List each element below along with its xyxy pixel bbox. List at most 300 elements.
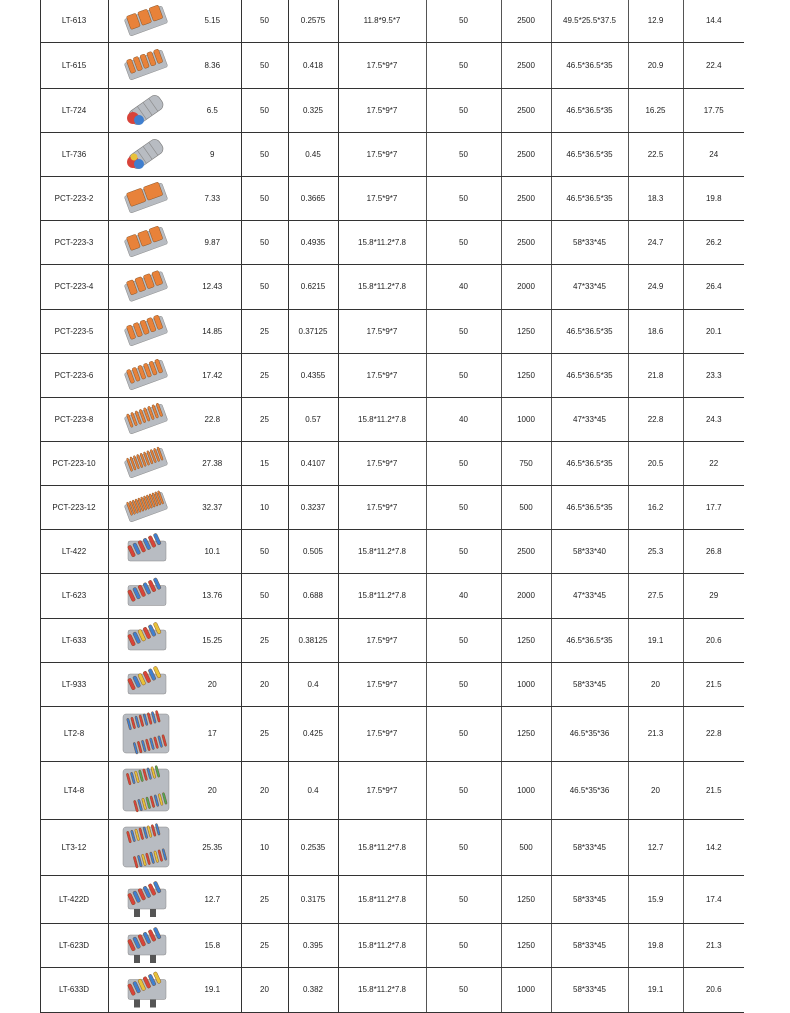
price-cell: 15.8 (184, 923, 241, 967)
dim-cell: 46.5*36.5*35 (551, 441, 628, 485)
gw-cell: 22.8 (683, 706, 744, 761)
qty-cell: 50 (241, 132, 288, 176)
carton-cell: 0.688 (288, 573, 338, 618)
nw-cell: 16.25 (628, 88, 683, 132)
size-cell: 15.8*11.2*7.8 (338, 819, 426, 875)
dim-cell: 58*33*45 (551, 875, 628, 923)
pcs-cell: 50 (426, 967, 501, 1012)
pcs-cell: 50 (426, 618, 501, 662)
total-cell: 500 (501, 819, 551, 875)
price-cell: 10.1 (184, 529, 241, 573)
product-image-cell (108, 132, 184, 176)
pcs-cell: 50 (426, 353, 501, 397)
size-cell: 15.8*11.2*7.8 (338, 967, 426, 1012)
carton-cell: 0.2535 (288, 819, 338, 875)
dim-cell: 58*33*45 (551, 967, 628, 1012)
pcs-cell: 40 (426, 573, 501, 618)
pcs-cell: 50 (426, 662, 501, 706)
gw-cell: 20.1 (683, 309, 744, 353)
product-image-cell (108, 761, 184, 819)
total-cell: 2500 (501, 42, 551, 88)
nw-cell: 12.9 (628, 0, 683, 42)
row-margin (0, 875, 40, 923)
qty-cell: 25 (241, 923, 288, 967)
dim-cell: 47*33*45 (551, 573, 628, 618)
pcs-cell: 50 (426, 485, 501, 529)
product-image-icon (120, 311, 172, 351)
table-row (0, 441, 744, 485)
size-cell: 17.5*9*7 (338, 485, 426, 529)
table-row (0, 176, 744, 220)
pcs-cell: 50 (426, 0, 501, 42)
product-image-icon (120, 969, 172, 1010)
row-margin (0, 485, 40, 529)
dim-cell: 46.5*36.5*35 (551, 618, 628, 662)
size-cell: 11.8*9.5*7 (338, 0, 426, 42)
product-image-cell (108, 573, 184, 618)
row-margin (0, 573, 40, 618)
model-cell: LT3-12 (40, 819, 108, 875)
qty-cell: 50 (241, 220, 288, 264)
row-margin (0, 220, 40, 264)
total-cell: 1250 (501, 618, 551, 662)
qty-cell: 25 (241, 309, 288, 353)
gw-cell: 22.4 (683, 42, 744, 88)
product-image-icon (120, 531, 172, 571)
pcs-cell: 50 (426, 309, 501, 353)
product-image-icon (120, 575, 172, 616)
model-cell: LT-615 (40, 42, 108, 88)
product-image-cell (108, 618, 184, 662)
table-row (0, 761, 744, 819)
size-cell: 17.5*9*7 (338, 132, 426, 176)
pcs-cell: 50 (426, 88, 501, 132)
gw-cell: 14.2 (683, 819, 744, 875)
total-cell: 2500 (501, 132, 551, 176)
pcs-cell: 40 (426, 397, 501, 441)
qty-cell: 10 (241, 819, 288, 875)
qty-cell: 20 (241, 967, 288, 1012)
carton-cell: 0.4 (288, 662, 338, 706)
model-cell: LT-613 (40, 0, 108, 42)
gw-cell: 17.4 (683, 875, 744, 923)
table-row (0, 819, 744, 875)
price-cell: 27.38 (184, 441, 241, 485)
product-image-cell (108, 529, 184, 573)
product-image-icon (120, 925, 172, 965)
model-cell: LT-623D (40, 923, 108, 967)
product-image-icon (120, 266, 172, 307)
price-cell: 32.37 (184, 485, 241, 529)
pcs-cell: 50 (426, 923, 501, 967)
table-row (0, 264, 744, 309)
gw-cell: 21.5 (683, 761, 744, 819)
table-row (0, 573, 744, 618)
qty-cell: 50 (241, 176, 288, 220)
product-image-cell (108, 706, 184, 761)
qty-cell: 15 (241, 441, 288, 485)
carton-cell: 0.382 (288, 967, 338, 1012)
gw-cell: 22 (683, 441, 744, 485)
model-cell: LT-422 (40, 529, 108, 573)
total-cell: 1000 (501, 967, 551, 1012)
price-cell: 25.35 (184, 819, 241, 875)
product-image-cell (108, 42, 184, 88)
qty-cell: 25 (241, 706, 288, 761)
dim-cell: 46.5*36.5*35 (551, 485, 628, 529)
price-cell: 17 (184, 706, 241, 761)
table-row (0, 485, 744, 529)
nw-cell: 20.9 (628, 42, 683, 88)
product-image-icon (120, 222, 172, 262)
nw-cell: 25.3 (628, 529, 683, 573)
carton-cell: 0.3237 (288, 485, 338, 529)
price-cell: 6.5 (184, 88, 241, 132)
model-cell: LT-736 (40, 132, 108, 176)
dim-cell: 46.5*36.5*35 (551, 353, 628, 397)
row-margin (0, 923, 40, 967)
product-image-icon (120, 2, 172, 40)
dim-cell: 46.5*35*36 (551, 761, 628, 819)
size-cell: 17.5*9*7 (338, 706, 426, 761)
product-image-cell (108, 875, 184, 923)
table-row (0, 662, 744, 706)
qty-cell: 25 (241, 397, 288, 441)
table-row (0, 220, 744, 264)
model-cell: PCT-223-12 (40, 485, 108, 529)
gw-cell: 23.3 (683, 353, 744, 397)
table-row (0, 309, 744, 353)
qty-cell: 25 (241, 618, 288, 662)
model-cell: LT-724 (40, 88, 108, 132)
qty-cell: 50 (241, 529, 288, 573)
carton-cell: 0.6215 (288, 264, 338, 309)
carton-cell: 0.425 (288, 706, 338, 761)
dim-cell: 46.5*35*36 (551, 706, 628, 761)
model-cell: PCT-223-4 (40, 264, 108, 309)
model-cell: PCT-223-3 (40, 220, 108, 264)
price-cell: 9 (184, 132, 241, 176)
product-image-icon (120, 178, 172, 218)
product-image-icon (120, 134, 172, 174)
row-margin (0, 662, 40, 706)
gw-cell: 24.3 (683, 397, 744, 441)
product-image-cell (108, 176, 184, 220)
qty-cell: 50 (241, 264, 288, 309)
product-image-cell (108, 397, 184, 441)
size-cell: 15.8*11.2*7.8 (338, 397, 426, 441)
dim-cell: 58*33*40 (551, 529, 628, 573)
carton-cell: 0.505 (288, 529, 338, 573)
price-cell: 15.25 (184, 618, 241, 662)
carton-cell: 0.3665 (288, 176, 338, 220)
price-cell: 12.7 (184, 875, 241, 923)
product-image-icon (120, 399, 172, 439)
row-margin (0, 132, 40, 176)
nw-cell: 20 (628, 662, 683, 706)
product-image-cell (108, 264, 184, 309)
table-row (0, 923, 744, 967)
size-cell: 15.8*11.2*7.8 (338, 923, 426, 967)
row-margin (0, 441, 40, 485)
row-margin (0, 967, 40, 1012)
nw-cell: 21.3 (628, 706, 683, 761)
total-cell: 1250 (501, 353, 551, 397)
nw-cell: 24.7 (628, 220, 683, 264)
model-cell: LT2-8 (40, 706, 108, 761)
row-margin (0, 353, 40, 397)
nw-cell: 15.9 (628, 875, 683, 923)
gw-cell: 21.3 (683, 923, 744, 967)
total-cell: 1250 (501, 875, 551, 923)
qty-cell: 20 (241, 662, 288, 706)
pcs-cell: 50 (426, 220, 501, 264)
table-row (0, 618, 744, 662)
carton-cell: 0.57 (288, 397, 338, 441)
row-margin (0, 529, 40, 573)
gw-cell: 29 (683, 573, 744, 618)
price-cell: 19.1 (184, 967, 241, 1012)
nw-cell: 16.2 (628, 485, 683, 529)
gw-cell: 17.75 (683, 88, 744, 132)
price-cell: 5.15 (184, 0, 241, 42)
price-cell: 9.87 (184, 220, 241, 264)
total-cell: 1250 (501, 923, 551, 967)
nw-cell: 24.9 (628, 264, 683, 309)
size-cell: 17.5*9*7 (338, 441, 426, 485)
size-cell: 15.8*11.2*7.8 (338, 220, 426, 264)
total-cell: 1000 (501, 761, 551, 819)
gw-cell: 20.6 (683, 618, 744, 662)
dim-cell: 47*33*45 (551, 397, 628, 441)
price-cell: 7.33 (184, 176, 241, 220)
size-cell: 17.5*9*7 (338, 176, 426, 220)
row-margin (0, 309, 40, 353)
pcs-cell: 50 (426, 706, 501, 761)
size-cell: 17.5*9*7 (338, 88, 426, 132)
gw-cell: 19.8 (683, 176, 744, 220)
gw-cell: 26.2 (683, 220, 744, 264)
product-image-icon (120, 708, 172, 759)
product-image-cell (108, 485, 184, 529)
product-image-icon (120, 443, 172, 483)
pcs-cell: 50 (426, 441, 501, 485)
carton-cell: 0.4355 (288, 353, 338, 397)
product-image-cell (108, 441, 184, 485)
gw-cell: 26.4 (683, 264, 744, 309)
model-cell: LT-933 (40, 662, 108, 706)
carton-cell: 0.325 (288, 88, 338, 132)
dim-cell: 46.5*36.5*35 (551, 42, 628, 88)
price-cell: 20 (184, 761, 241, 819)
table-row (0, 0, 744, 42)
model-cell: LT-633D (40, 967, 108, 1012)
pcs-cell: 50 (426, 132, 501, 176)
qty-cell: 25 (241, 353, 288, 397)
gw-cell: 26.8 (683, 529, 744, 573)
nw-cell: 19.8 (628, 923, 683, 967)
dim-cell: 58*33*45 (551, 220, 628, 264)
nw-cell: 22.8 (628, 397, 683, 441)
row-margin (0, 176, 40, 220)
gw-cell: 20.6 (683, 967, 744, 1012)
size-cell: 17.5*9*7 (338, 618, 426, 662)
product-image-cell (108, 967, 184, 1012)
row-margin (0, 264, 40, 309)
total-cell: 1000 (501, 662, 551, 706)
dim-cell: 47*33*45 (551, 264, 628, 309)
model-cell: PCT-223-8 (40, 397, 108, 441)
pcs-cell: 50 (426, 875, 501, 923)
price-cell: 13.76 (184, 573, 241, 618)
qty-cell: 50 (241, 42, 288, 88)
total-cell: 500 (501, 485, 551, 529)
total-cell: 2500 (501, 0, 551, 42)
table-row (0, 706, 744, 761)
pcs-cell: 40 (426, 264, 501, 309)
dim-cell: 58*33*45 (551, 923, 628, 967)
carton-cell: 0.395 (288, 923, 338, 967)
nw-cell: 12.7 (628, 819, 683, 875)
carton-cell: 0.4107 (288, 441, 338, 485)
size-cell: 15.8*11.2*7.8 (338, 875, 426, 923)
table-row (0, 875, 744, 923)
carton-cell: 0.418 (288, 42, 338, 88)
size-cell: 17.5*9*7 (338, 309, 426, 353)
product-image-cell (108, 923, 184, 967)
pcs-cell: 50 (426, 42, 501, 88)
product-image-icon (120, 620, 172, 660)
product-image-cell (108, 0, 184, 42)
product-image-cell (108, 819, 184, 875)
pcs-cell: 50 (426, 761, 501, 819)
row-margin (0, 0, 40, 42)
model-cell: LT4-8 (40, 761, 108, 819)
model-cell: PCT-223-2 (40, 176, 108, 220)
nw-cell: 22.5 (628, 132, 683, 176)
nw-cell: 18.3 (628, 176, 683, 220)
row-margin (0, 706, 40, 761)
total-cell: 2500 (501, 176, 551, 220)
product-image-icon (120, 44, 172, 86)
product-image-icon (120, 355, 172, 395)
qty-cell: 50 (241, 88, 288, 132)
total-cell: 1000 (501, 397, 551, 441)
qty-cell: 50 (241, 573, 288, 618)
size-cell: 15.8*11.2*7.8 (338, 264, 426, 309)
price-cell: 17.42 (184, 353, 241, 397)
product-image-icon (120, 821, 172, 873)
total-cell: 1250 (501, 309, 551, 353)
table-row (0, 967, 744, 1012)
pcs-cell: 50 (426, 819, 501, 875)
carton-cell: 0.38125 (288, 618, 338, 662)
product-image-cell (108, 662, 184, 706)
model-cell: PCT-223-10 (40, 441, 108, 485)
nw-cell: 18.6 (628, 309, 683, 353)
product-image-icon (120, 90, 172, 130)
carton-cell: 0.4935 (288, 220, 338, 264)
table-row (0, 397, 744, 441)
dim-cell: 46.5*36.5*35 (551, 88, 628, 132)
carton-cell: 0.4 (288, 761, 338, 819)
price-cell: 12.43 (184, 264, 241, 309)
model-cell: LT-422D (40, 875, 108, 923)
product-image-icon (120, 664, 172, 704)
dim-cell: 49.5*25.5*37.5 (551, 0, 628, 42)
gw-cell: 17.7 (683, 485, 744, 529)
product-image-icon (120, 487, 172, 527)
product-image-cell (108, 309, 184, 353)
nw-cell: 19.1 (628, 618, 683, 662)
nw-cell: 20.5 (628, 441, 683, 485)
price-cell: 22.8 (184, 397, 241, 441)
qty-cell: 10 (241, 485, 288, 529)
table-row (0, 88, 744, 132)
gw-cell: 21.5 (683, 662, 744, 706)
gw-cell: 14.4 (683, 0, 744, 42)
total-cell: 2000 (501, 264, 551, 309)
nw-cell: 27.5 (628, 573, 683, 618)
price-cell: 14.85 (184, 309, 241, 353)
size-cell: 17.5*9*7 (338, 42, 426, 88)
row-margin (0, 761, 40, 819)
dim-cell: 58*33*45 (551, 819, 628, 875)
product-image-cell (108, 220, 184, 264)
dim-cell: 46.5*36.5*35 (551, 176, 628, 220)
qty-cell: 25 (241, 875, 288, 923)
price-cell: 8.36 (184, 42, 241, 88)
dim-cell: 58*33*45 (551, 662, 628, 706)
size-cell: 17.5*9*7 (338, 353, 426, 397)
price-cell: 20 (184, 662, 241, 706)
table-row (0, 132, 744, 176)
total-cell: 2500 (501, 220, 551, 264)
total-cell: 1250 (501, 706, 551, 761)
model-cell: LT-633 (40, 618, 108, 662)
table-row (0, 529, 744, 573)
table-row (0, 353, 744, 397)
size-cell: 17.5*9*7 (338, 761, 426, 819)
dim-cell: 46.5*36.5*35 (551, 309, 628, 353)
nw-cell: 19.1 (628, 967, 683, 1012)
total-cell: 2500 (501, 88, 551, 132)
total-cell: 2500 (501, 529, 551, 573)
table-row (0, 42, 744, 88)
row-margin (0, 88, 40, 132)
product-image-icon (120, 763, 172, 817)
carton-cell: 0.2575 (288, 0, 338, 42)
qty-cell: 50 (241, 0, 288, 42)
pcs-cell: 50 (426, 176, 501, 220)
row-margin (0, 42, 40, 88)
gw-cell: 24 (683, 132, 744, 176)
total-cell: 750 (501, 441, 551, 485)
product-image-cell (108, 88, 184, 132)
product-image-icon (120, 877, 172, 921)
row-margin (0, 819, 40, 875)
row-margin (0, 618, 40, 662)
model-cell: PCT-223-6 (40, 353, 108, 397)
nw-cell: 20 (628, 761, 683, 819)
carton-cell: 0.3175 (288, 875, 338, 923)
qty-cell: 20 (241, 761, 288, 819)
carton-cell: 0.45 (288, 132, 338, 176)
product-image-cell (108, 353, 184, 397)
model-cell: LT-623 (40, 573, 108, 618)
size-cell: 15.8*11.2*7.8 (338, 529, 426, 573)
pcs-cell: 50 (426, 529, 501, 573)
